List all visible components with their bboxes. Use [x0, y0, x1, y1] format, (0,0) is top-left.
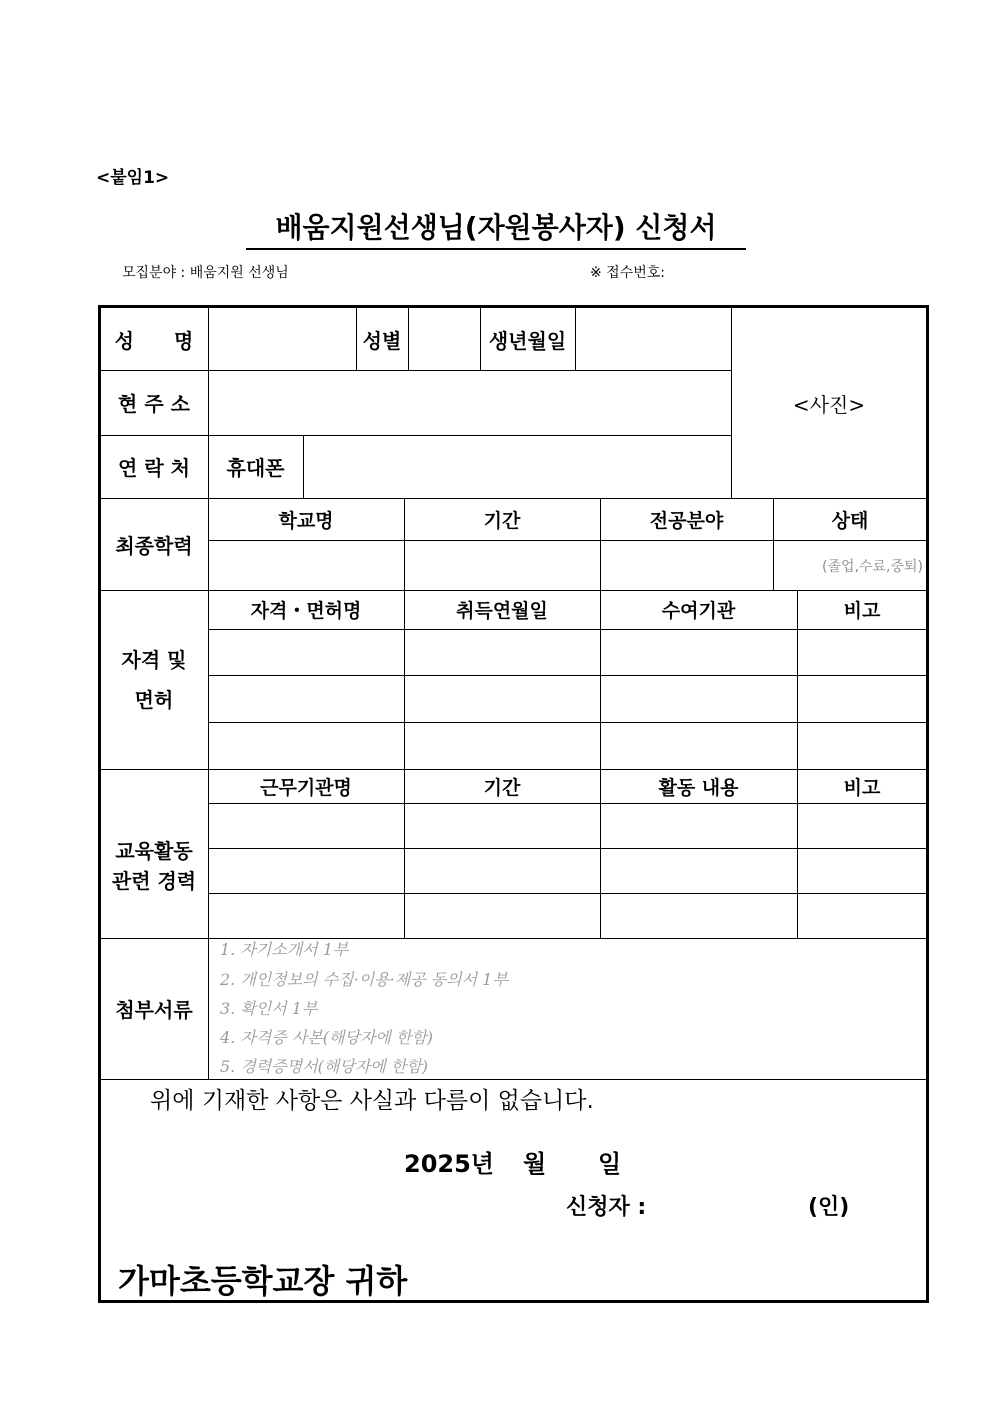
licenses-label-line2: 면허 — [134, 687, 174, 712]
recipient: 가마초등학교장 귀하 — [118, 1262, 408, 1300]
career-label — [100, 769, 208, 938]
birth-label: 생년월일 — [488, 328, 567, 353]
seal-label: (인) — [808, 1195, 850, 1220]
birth-input[interactable] — [576, 308, 731, 370]
receipt-number-label: ※ 접수번호: — [590, 265, 665, 281]
mobile-label: 휴대폰 — [226, 456, 285, 480]
mobile-input[interactable] — [304, 436, 731, 498]
name-input[interactable] — [209, 308, 356, 370]
education-header-period: 기간 — [483, 509, 521, 532]
attachment-item: 3. 확인서 1부 — [220, 999, 318, 1018]
attachments-label: 첨부서류 — [115, 998, 193, 1022]
recruit-field: 모집분야 : 배움지원 선생님 — [122, 265, 289, 281]
licenses-header-date: 취득연월일 — [456, 600, 548, 622]
photo-area[interactable]: <사진> — [792, 392, 866, 417]
contact-label: 연 락 처 — [118, 456, 190, 480]
career-header-note: 비고 — [843, 776, 881, 799]
status-hint: (졸업,수료,중퇴) — [822, 558, 923, 575]
education-header-major: 전공분야 — [649, 509, 724, 532]
licenses-label-line1: 자격 및 — [121, 647, 187, 672]
attachment-item: 1. 자기소개서 1부 — [220, 940, 349, 959]
address-input[interactable] — [209, 371, 731, 435]
attachment-item: 5. 경력증명서(해당자에 한함) — [220, 1057, 428, 1076]
gender-label: 성별 — [362, 328, 402, 353]
education-header-status: 상태 — [831, 509, 869, 532]
date-month: 월 — [523, 1150, 547, 1178]
career-header-activity: 활동 내용 — [658, 776, 739, 799]
gender-input[interactable] — [409, 308, 480, 370]
page-title: 배움지원선생님(자원봉사자) 신청서 — [246, 206, 746, 250]
date-year: 2025년 — [404, 1150, 494, 1178]
applicant-signature-field[interactable] — [670, 1188, 800, 1218]
applicant-label: 신청자 : — [566, 1195, 647, 1220]
licenses-label — [100, 590, 208, 769]
licenses-header-issuer: 수여기관 — [661, 600, 736, 622]
education-label: 최종학력 — [115, 533, 193, 558]
declaration-text: 위에 기재한 사항은 사실과 다름이 없습니다. — [150, 1088, 594, 1114]
address-label: 현 주 소 — [118, 392, 190, 416]
career-header-org: 근무기관명 — [260, 776, 352, 799]
date-day: 일 — [598, 1150, 622, 1178]
education-header-school: 학교명 — [278, 509, 334, 532]
attachment-item: 2. 개인정보의 수집·이용·제공 동의서 1부 — [220, 970, 508, 989]
career-label-line2: 관련 경력 — [111, 868, 197, 893]
licenses-header-note: 비고 — [843, 600, 881, 622]
career-label-line1: 교육활동 — [115, 838, 193, 863]
attachment-item: 4. 자격증 사본(해당자에 한함) — [220, 1028, 434, 1047]
career-header-period: 기간 — [483, 776, 521, 799]
name-label: 성 명 — [114, 328, 194, 353]
licenses-header-name: 자격・면허명 — [250, 600, 362, 622]
attachment-label: <붙임1> — [96, 168, 170, 188]
